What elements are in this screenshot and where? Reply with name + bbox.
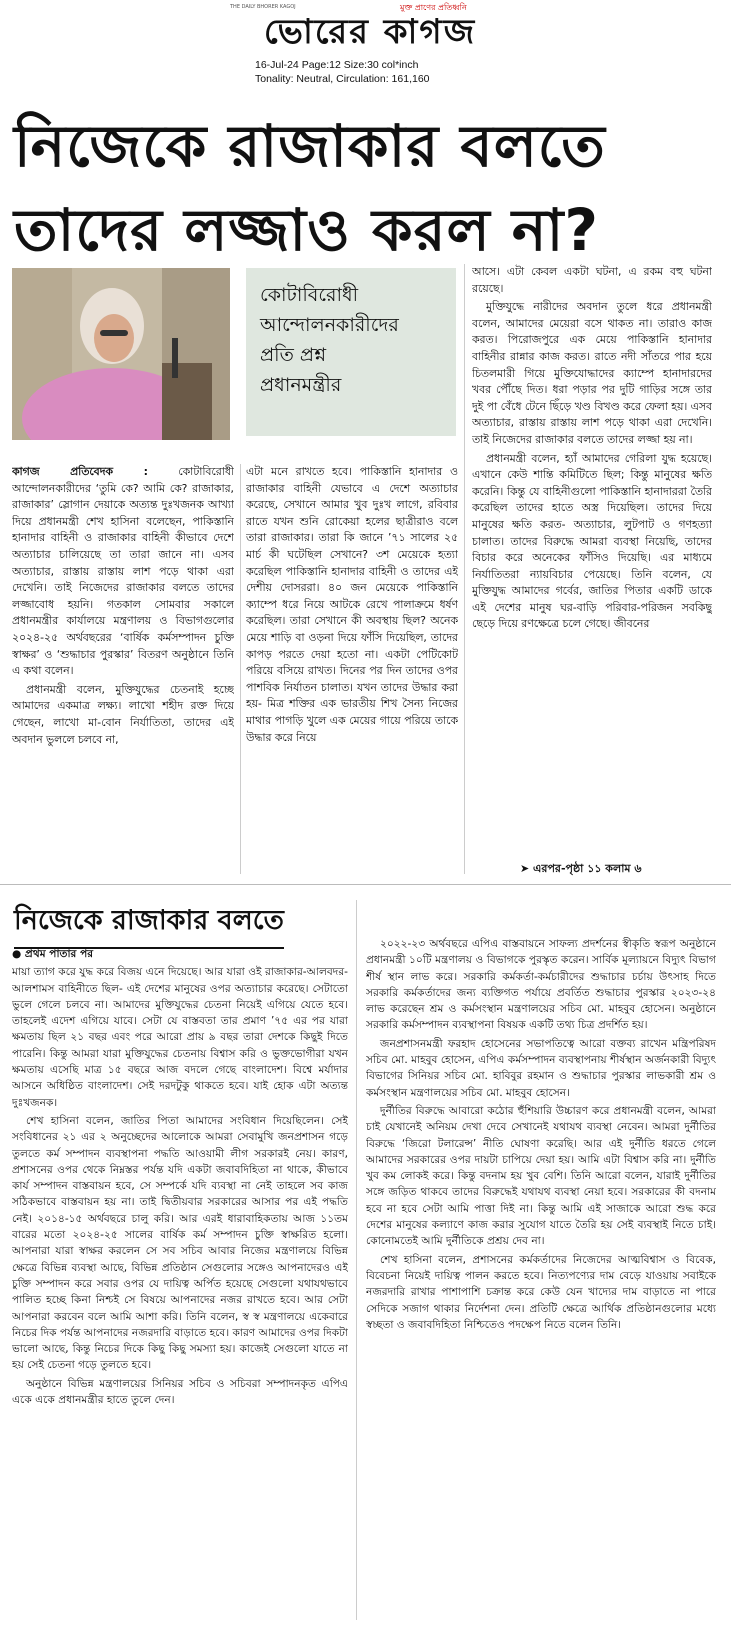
section-divider: [0, 884, 731, 885]
article-paragraph: প্রধানমন্ত্রী বলেন, হ্যাঁ আমাদের গেরিলা যুদ্ধ হয়েছে। এখানে কেউ শান্তি কমিটিতে ছিল; কিন্তু মানুষের ক্ষতি করেনি। কিন্তু যে বাহিনীগুলো পাকিস্তানি হানাদাররা তৈরি করেছিল তাদের হাতে অস্ত্র দিয়েছিল। তাদের দিয়ে মানুষের ক্ষতি করত- অত্যাচার, লুটপাট ও গণহত্যা চালাত। তাদের বিরুদ্ধে আমরা ব্যবস্থা নিয়েছি, তাদের বিচার করে অনেকের ফাঁসিও দিয়েছি। এর মাধ্যমে নির্যাতিতরা ন্যায়বিচার পেয়েছে। তিনি বলেন, যে মুক্তিযুদ্ধ আমাদের গর্বের, জাতির পিতার একটি ডাকে এই দেশের মানুষ ঘর-বাড়ি পরিবার-পরিজন সবকিছু ছেড়ে দিয়ে রণক্ষেত্রে চলে গেছে। জীবনের: [472, 451, 712, 631]
article-paragraph: ২০২২-২৩ অর্থবছরে এপিএ বাস্তবায়নে সাফল্য প্রদর্শনের স্বীকৃতি স্বরূপ অনুষ্ঠানে প্রধানমন্ত্রী ১০টি মন্ত্রণালয় ও বিভাগকে পুরস্কৃত করেন। সার্বিক মূল্যায়নে বিদ্যুৎ বিভাগ শীর্ষ স্থান লাভ করে। সরকারি কর্মকর্তা-কর্মচারীদের শুদ্ধাচার চর্চায় উৎসাহ দিতে সরকারি কর্মকর্তাদের জন্য ব্যক্তিগত পর্যায়ে প্রবর্তিত শুদ্ধাচার পুরস্কার ২০২৩-২৪ লাভ করেছেন শ্রম ও কর্মসংস্থান মন্ত্রণালয়ের সচিব মো. মাহবুব হোসেন। অনুষ্ঠানে সরকারি কর্মসম্পাদন ব্যবস্থাপনা বিষয়ক একটি তথ্য চিত্র প্রদর্শিত হয়।: [366, 938, 716, 1032]
jump-note: ➤ এরপর-পৃষ্ঠা ১১ কলাম ৬: [520, 862, 642, 875]
article-paragraph: অনুষ্ঠানে বিভিন্ন মন্ত্রণালয়ের সিনিয়র সচিব ও সচিবরা সম্পাদনকৃত এপিএ একে একে প্রধানমন্ত্রীর হাতে তুলে দেন।: [12, 1377, 348, 1407]
clip-meta: [255, 58, 430, 86]
prime-minister-photo: [12, 268, 230, 440]
continuation-left-column: [12, 946, 348, 1622]
headline-line-2: তাদের লজ্জাও করল না?: [14, 196, 599, 264]
masthead: [0, 0, 731, 100]
article-paragraph: এটা মনে রাখতে হবে। পাকিস্তানি হানাদার ও রাজাকার বাহিনী যেভাবে এ দেশে অত্যাচার করেছে, সেখানে আমার খুব দুঃখ লাগে, রবিবার রাতে যখন শুনি রোকেয়া হলের ছাত্রীরাও বলে তারা রাজাকার। তারা কি জানে ’৭১ সালের ২৫ মার্চ কী ঘটেছিল সেখানে? ৩শ মেয়েকে হত্যা করেছিল পাকিস্তানি হানাদার বাহিনী ও তাদের এই দেশীয় দোসররা। ৪০ জন মেয়েকে পাকিস্তানি ক্যাম্পে ধরে নিয়ে আটকে রেখে পালাক্রমে ধর্ষণ করেছিল। তারা সেখানে কী অবস্থায় ছিল? অনেক মেয়ে শাড়ি বা ওড়না দিয়ে ফাঁসি দিয়েছিল, তাদের কাপড় পরতে দেয়া হতো না। একটা পেটিকোট পরিয়ে বসিয়ে রাখত। দিনের পর দিন তাদের ওপর পাশবিক নির্যাতন চালাত। যখন তাদের উদ্ধার করা হয়- মিত্র শক্তির এক ভারতীয় শিখ সৈন্য নিজের মাথার পাগড়ি খুলে এক মেয়ের গায়ে পরিয়ে তাকে উদ্ধার করে নিয়ে: [246, 465, 458, 744]
continuation-heading: নিজেকে রাজাকার বলতে: [14, 900, 284, 949]
subhead-line: প্রধানমন্ত্রীর: [260, 374, 342, 396]
article-column-1: [12, 464, 234, 876]
article-column-3: [472, 264, 712, 858]
masthead-english-name: THE DAILY BHORER KAGOJ: [230, 4, 296, 10]
article-paragraph: দুর্নীতির বিরুদ্ধে আবারো কঠোর হুঁশিয়ারি উচ্চারণ করে প্রধানমন্ত্রী বলেন, আমরা চাই যেখানেই অনিয়ম দেখা দেবে সেখানেই যথাযথ ব্যবস্থা নেবেন। আমরা দুর্নীতির বিরুদ্ধে ‘জিরো টলারেন্স’ নীতি ঘোষণা করেছি। আর এই দুর্নীতি ধরতে গেলে আমাদের সরকারের ওপর দায়টা চাপিয়ে দেয়া হয়। আমি এটা বিশ্বাস করি না। দুর্নীতি খুব কম লোকই করে। কিন্তু বদনাম হয় খুব বেশি। তিনি আরো বলেন, যারাই দুর্নীতির সঙ্গে জড়িত থাকবে তাদের বিরুদ্ধেই যথাযথ ব্যবস্থা নেয়া হবে। সরকারের কী বদনাম হবে না হবে সেটা আমি পাত্তা দিই না। কিন্তু আমি এই সাজাকে আরো শুদ্ধ করে দেশের মানুষের কল্যাণে কাজ করার সুযোগ যাতে তৈরি হয় সেই ব্যবস্থাই নিতে চাই। কোনোমতেই আমি দুর্নীতিকে প্রশ্রয় দেব না।: [366, 1104, 716, 1248]
subhead-line: প্রতি প্রশ্ন: [260, 344, 327, 366]
masthead-tagline: মুক্ত প্রাণের প্রতিধ্বনি: [400, 3, 467, 12]
subhead-line: আন্দোলনকারীদের: [260, 314, 399, 336]
article-paragraph: মুক্তিযুদ্ধে নারীদের অবদান তুলে ধরে প্রধানমন্ত্রী বলেন, আমাদের মেয়েরা বসে থাকত না। তারাও কাজ করত। পিরোজপুরে এক মেয়ে পাকিস্তানি হানাদার বাহিনীর রান্নার কাজ করত। রাতে নদী সাঁতরে পার হয়ে চিতলমারী গিয়ে মুক্তিযোদ্ধাদের ক্যাম্পে হানাদারদের খবর পৌঁছে দিত। ধরা পড়ার পর দুটি গাড়ির সঙ্গে তার দুই পা বেঁধে টেনে ছিঁড়ে খণ্ড বিখণ্ড করে ফেলা হয়। এসব অত্যাচার, রাস্তায় রাস্তায় লাশ পড়ে থাকা এরা দেখেনি। তাই নিজেদের রাজাকার বলতে তাদের লজ্জা হয় না।: [472, 300, 712, 446]
tonality-line: Tonality: Neutral, Circulation: 161,160: [255, 73, 430, 85]
byline: কাগজ প্রতিবেদক :: [12, 465, 148, 478]
continuation-right-column: [366, 936, 716, 1622]
article-paragraph: প্রধানমন্ত্রী বলেন, মুক্তিযুদ্ধের চেতনাই হচ্ছে আমাদের একমাত্র লক্ষ্য। লাখো শহীদ রক্ত দিয়ে গেছেন, লাখো মা-বোন নির্যাতিতা, তাদের এই অবদান ভুললে চলবে না,: [12, 682, 234, 746]
article-paragraph: আসে। এটা কেবল একটা ঘটনা, এ রকম বহু ঘটনা রয়েছে।: [472, 265, 712, 295]
column-rule: [356, 900, 357, 1620]
subhead-line: কোটাবিরোধী: [260, 284, 359, 306]
article-paragraph: জনপ্রশাসনমন্ত্রী ফরহাদ হোসেনের সভাপতিত্বে আরো বক্তব্য রাখেন মন্ত্রিপরিষদ সচিব মো. মাহবুব হোসেন, এপিএ কর্মসম্পাদন ব্যবস্থাপনায় শীর্ষস্থান অর্জনকারী বিদ্যুৎ বিভাগের সিনিয়র সচিব মো. হাবিবুর রহমান ও শুদ্ধাচার পুরস্কার লাভকারী শ্রম ও কর্মসংস্থান মন্ত্রণালয়ের সচিব মো. মাহবুব হোসেন।: [366, 1037, 716, 1099]
continued-from-label: ● প্রথম পাতার পর: [12, 948, 94, 960]
headline-line-1: নিজেকে রাজাকার বলতে: [14, 112, 606, 180]
headline: [14, 104, 714, 272]
date-line: 16-Jul-24 Page:12 Size:30 col*inch: [255, 59, 419, 71]
article-paragraph: কাগজ প্রতিবেদক : কোটাবিরোধী আন্দোলনকারীদের ‘তুমি কে? আমি কে? রাজাকার, রাজাকার’ স্লোগান দেয়াকে অত্যন্ত দুঃখজনক আখ্যা দিয়ে প্রধানমন্ত্রী শেখ হাসিনা বলেছেন, পাকিস্তানি হানাদার বাহিনী ও রাজাকার বাহিনী কীভাবে দেশে অত্যাচার চালিয়েছে তা তারা জানে না। এসব অত্যাচার, রাস্তায় রাস্তায় লাশ পড়ে থাকা এরা দেখেনি। তাই নিজেদের রাজাকার বলতে তাদের লজ্জাবোধ হয়নি। গতকাল সোমবার সকালে প্রধানমন্ত্রীর কার্যালয়ে মন্ত্রণালয় ও বিভাগগুলোর ২০২৪-২৫ অর্থবছরের ‘বার্ষিক কর্মসম্পাদন চুক্তি স্বাক্ষর’ ও ‘শুদ্ধাচার পুরস্কার’ বিতরণ অনুষ্ঠানে তিনি এ কথা বলেন।: [12, 465, 234, 678]
article-paragraph: মায়া ত্যাগ করে যুদ্ধ করে বিজয় এনে দিয়েছে। আর যারা ওই রাজাকার-আলবদর-আলশামস বাহিনীতে ছিল- এই দেশের মানুষের ওপর অত্যাচার করেছে। সেটাতো ভুলে গেলে চলবে না। আমাদের মুক্তিযুদ্ধের চেতনা নিয়েই এগিয়ে যেতে হবে। তাহলেই এদেশ এগিয়ে যাবে। সেটা যে বাস্তবতা তার প্রমাণ ’৭৫ এর পর যারা ক্ষমতায় ছিল ২১ বছর এবং পরে আরো প্রায় ৯ বছর তারা দেশকে কিছুই দিতে পারেনি। কিন্তু আমরা যারা মুক্তিযুদ্ধের চেতনায় বিশ্বাস করি ও ভুক্তভোগীরা যখন ক্ষমতায় এসেছি মাত্র ১৫ বছরে আজ বদলে গেছে বাংলাদেশ। বিশ্বে মর্যাদার আসনে অধিষ্ঠিত বাংলাদেশ। সেই দরদটুকু থাকতে হবে। যাই হোক এটা অত্যন্ত দুঃখজনক।: [12, 966, 348, 1109]
article-paragraph: শেখ হাসিনা বলেন, জাতির পিতা আমাদের সংবিধান দিয়েছিলেন। সেই সংবিধানের ২১ এর ২ অনুচ্ছেদের আলোকে আমরা সেবামুখি জনপ্রশাসন গড়ে তুলতে কর্ম সম্পাদন ব্যবস্থাপনা পদ্ধতি আওয়ামী লীগ সরকারই নেয়। কারণ, প্রশাসনের ওপর থেকে নিম্নস্তর পর্যন্ত যদি একটা জবাবদিহিতা না থাকে, কীভাবে কার্য সম্পাদন বাস্তবায়ন হবে, সে সম্পর্কে যদি ব্যবস্থা না নেই তাহলে সব কাজ সঠিকভাবে বাস্তবায়ন হয় না। তাই দ্বিতীয়বার সরকারের আসার পর এই পদ্ধতি নেই। ২০১৪-১৫ অর্থবছরে চালু করি। আর এরই ধারাবাহিকতায় আজ ১১তম বারের মতো ২০২৪-২৫ সালের বার্ষিক কর্ম সম্পাদন চুক্তি স্বাক্ষরিত হলো। আপনারা যারা স্বাক্ষর করলেন সে সব সচিব আবার নিজের মন্ত্রণালয়ে বিভিন্ন ক্ষেত্রে বিভিন্ন ব্যবস্থা আছে, বিভিন্ন প্রতিষ্ঠান সেগুলোর সঙ্গেও আপনাদেরও এই চুক্তি সম্পাদন করে সবার ওপর যে দায়িত্ব অর্পিত হয়েছে সেগুলো যথাযথভাবে পালিত হচ্ছে কিনা নিশ্চই সে বিষয়ে আপনাদের নজর রাখতে হবে। আর সেটা আপনারা করবেন বলে আমি আশা করি। তিনি বলেন, স্ব স্ব মন্ত্রণালয়ে একেবারে নিচের দিক পর্যন্ত আপনাদের নজরদারি বাড়াতে হবে। কারণ আমাদের ওপর দিকটা ভালো আছে, কিন্তু নিচের দিকে কিছু কিছু সমস্যা হয়। কাজেই সেগুলো যাতে না হয় সেই চেতনা গড়ে তুলতে হবে।: [12, 1114, 348, 1372]
article-paragraph: শেখ হাসিনা বলেন, প্রশাসনের কর্মকর্তাদের নিজেদের আত্মবিশ্বাস ও বিবেক, বিবেচনা নিয়েই দায়িত্ব পালন করতে হবে। নিত্যপণ্যের দাম বেড়ে যাওয়ায় সবাইকে নজরদারি রাখার পাশাপাশি চক্রান্ত করে কেউ যেন খাদ্যের দাম বাড়াতে না পারে সেদিকে সজাগ থাকার নির্দেশনা দেন। প্রতিটি ক্ষেত্রে আর্থিক প্রতিষ্ঠানগুলোর মধ্যে স্বচ্ছতা ও জবাবদিহিতা নিশ্চিতেও পদক্ষেপ নিতে বলেন তিনি।: [366, 1253, 716, 1331]
photo-illustration: [12, 268, 230, 440]
column-rule: [240, 464, 241, 874]
column-rule: [464, 264, 465, 874]
article-column-2: [246, 464, 458, 876]
subhead-box: [246, 268, 456, 436]
masthead-title: ভোরের কাগজ: [263, 12, 477, 52]
